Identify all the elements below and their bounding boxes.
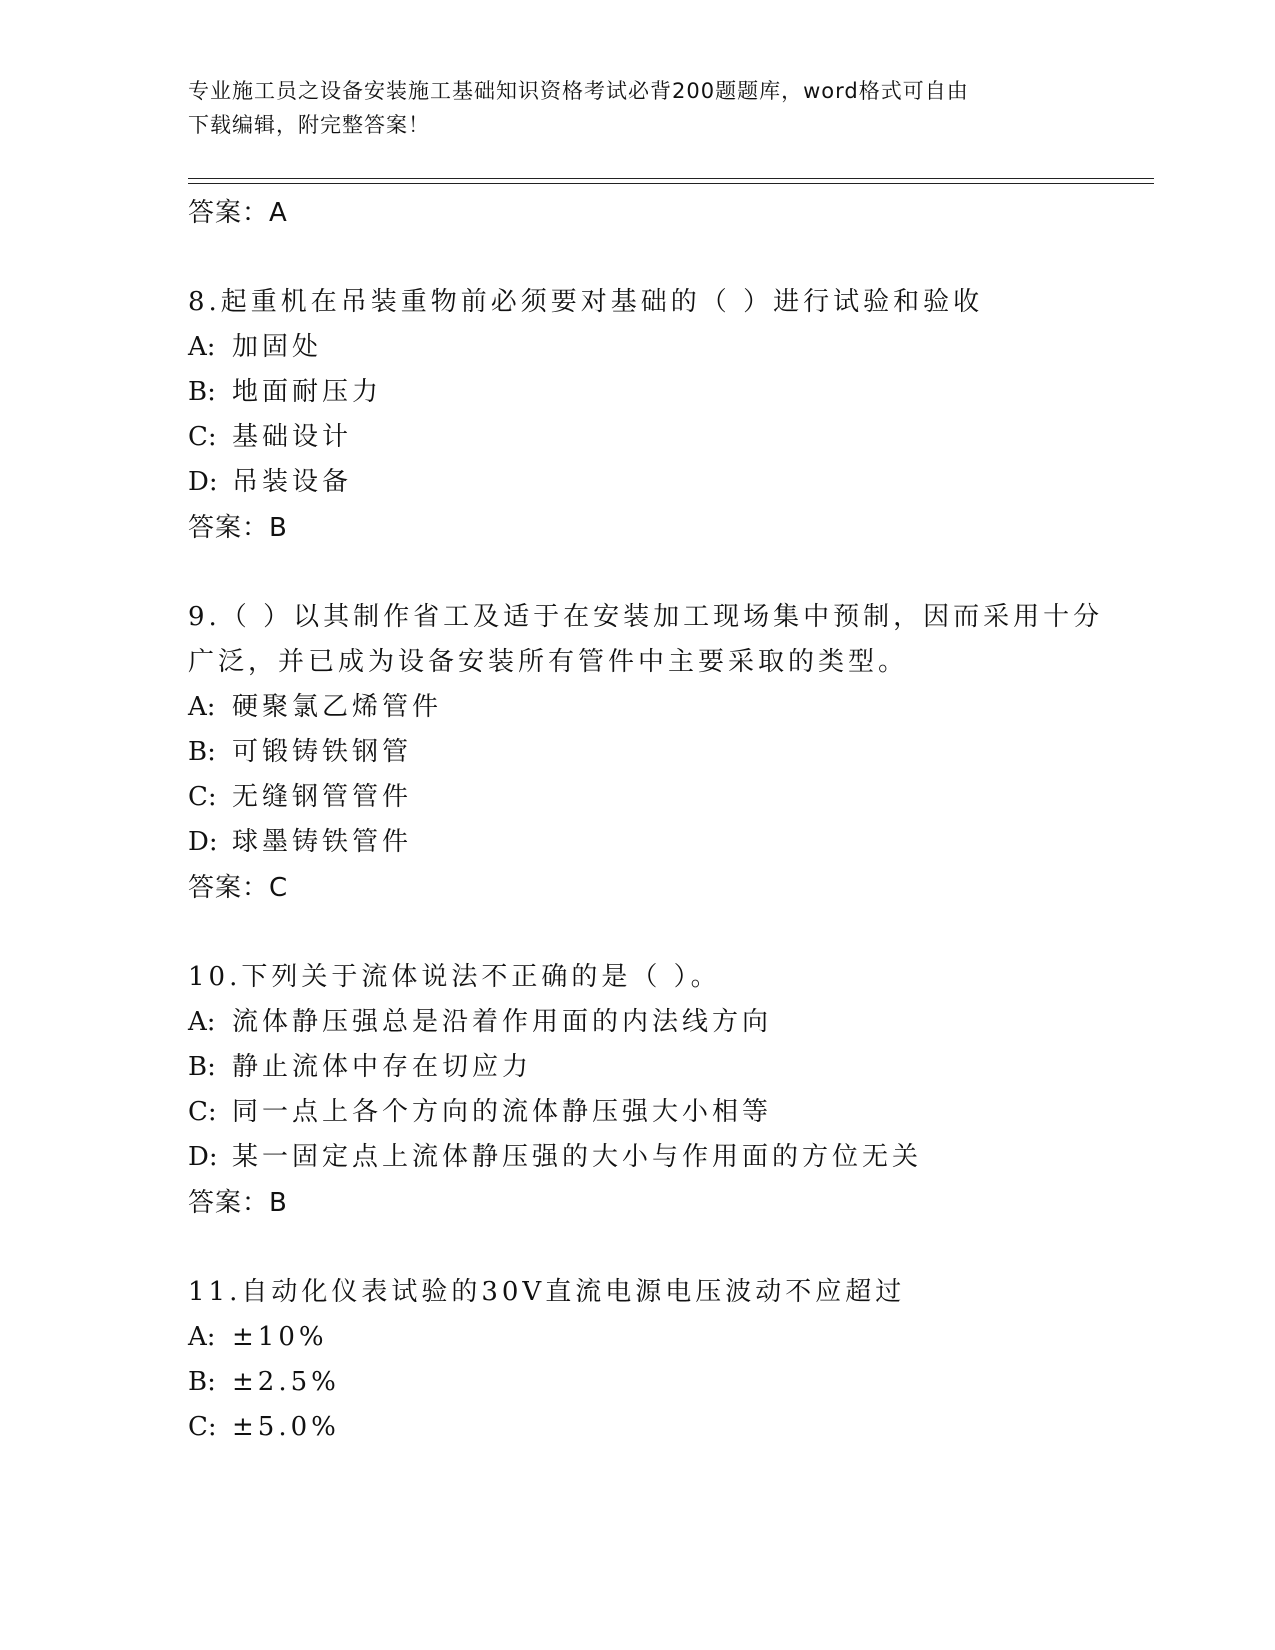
- option-letter: D:: [188, 1142, 218, 1172]
- option-text: 基础设计: [232, 422, 353, 452]
- option-c: [188, 1090, 1154, 1135]
- option-c: [188, 1405, 1154, 1450]
- header-line-2: 下载编辑，附完整答案！: [188, 113, 430, 137]
- option-b: [188, 370, 1154, 415]
- option-a: [188, 685, 1154, 730]
- header-divider: [188, 178, 1154, 184]
- option-text: ±2.5%: [232, 1367, 340, 1397]
- option-text: 流体静压强总是沿着作用面的内法线方向: [232, 1007, 773, 1037]
- option-text: ±5.0%: [232, 1412, 340, 1442]
- answer-line: 答案：B: [188, 513, 288, 543]
- question-block: [188, 1270, 1154, 1450]
- option-text: 无缝钢管管件: [232, 782, 413, 812]
- option-a: [188, 1315, 1154, 1360]
- question-block: [188, 595, 1154, 911]
- option-b: [188, 730, 1154, 775]
- option-letter: B:: [188, 1367, 216, 1397]
- option-letter: B:: [188, 377, 216, 407]
- option-letter: D:: [188, 827, 218, 857]
- option-letter: C:: [188, 1097, 217, 1127]
- document-header: [188, 74, 1068, 142]
- option-a: [188, 1000, 1154, 1045]
- question-block: [188, 280, 1154, 551]
- option-text: 加固处: [232, 332, 323, 362]
- answer-line: 答案：B: [188, 1188, 288, 1218]
- option-letter: A:: [188, 1322, 216, 1352]
- option-letter: D:: [188, 467, 218, 497]
- document-body: [188, 190, 1154, 1450]
- option-text: 某一固定点上流体静压强的大小与作用面的方位无关: [232, 1142, 923, 1172]
- option-d: [188, 1135, 1154, 1180]
- option-text: 可锻铸铁钢管: [232, 737, 413, 767]
- answer-line: 答案：C: [188, 873, 289, 903]
- question-text: 9.（ ）以其制作省工及适于在安装加工现场集中预制，因而采用十分: [188, 602, 1104, 632]
- option-letter: A:: [188, 332, 216, 362]
- option-letter: B:: [188, 1052, 216, 1082]
- option-letter: A:: [188, 692, 216, 722]
- option-text: 地面耐压力: [232, 377, 383, 407]
- option-b: [188, 1360, 1154, 1405]
- option-letter: C:: [188, 782, 217, 812]
- question-text: 10.下列关于流体说法不正确的是（ ）。: [188, 962, 721, 992]
- option-d: [188, 460, 1154, 505]
- option-text: 球墨铸铁管件: [232, 827, 413, 857]
- option-text: 同一点上各个方向的流体静压强大小相等: [232, 1097, 773, 1127]
- option-letter: C:: [188, 422, 217, 452]
- question-block: [188, 955, 1154, 1226]
- option-letter: A:: [188, 1007, 216, 1037]
- option-letter: B:: [188, 737, 216, 767]
- question-text-continued: 广泛，并已成为设备安装所有管件中主要采取的类型。: [188, 647, 909, 677]
- answer-line: 答案：A: [188, 198, 288, 228]
- option-b: [188, 1045, 1154, 1090]
- question-text: 11.自动化仪表试验的30V直流电源电压波动不应超过: [188, 1277, 906, 1307]
- header-line-1: 专业施工员之设备安装施工基础知识资格考试必背200题题库，word格式可自由: [188, 79, 969, 103]
- option-text: ±10%: [232, 1322, 328, 1352]
- option-a: [188, 325, 1154, 370]
- option-text: 静止流体中存在切应力: [232, 1052, 533, 1082]
- option-c: [188, 415, 1154, 460]
- option-c: [188, 775, 1154, 820]
- option-text: 吊装设备: [232, 467, 353, 497]
- option-text: 硬聚氯乙烯管件: [232, 692, 443, 722]
- option-d: [188, 820, 1154, 865]
- option-letter: C:: [188, 1412, 217, 1442]
- question-text: 8.起重机在吊装重物前必须要对基础的（ ）进行试验和验收: [188, 287, 984, 317]
